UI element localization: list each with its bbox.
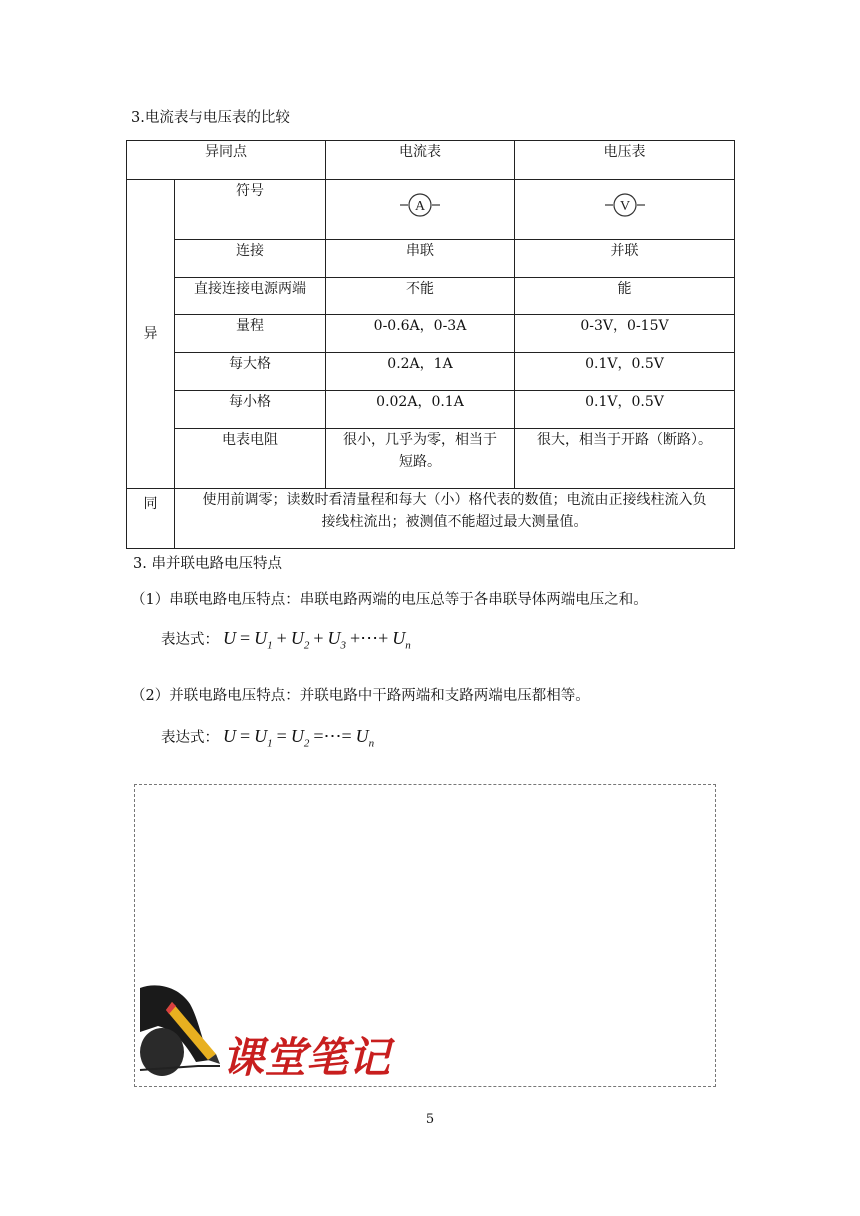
table-row	[127, 240, 735, 278]
voltmeter-minor-division: 0.1V，0.5V	[515, 391, 735, 429]
table-row	[127, 180, 735, 240]
table-row	[127, 278, 735, 315]
section-title: 3.电流表与电压表的比较	[131, 110, 290, 126]
svg-text:课堂笔记: 课堂笔记	[222, 1033, 391, 1080]
ammeter-range: 0-0.6A，0-3A	[326, 315, 515, 353]
diff-label: 异	[127, 180, 175, 489]
same-description-line2: 接线柱流出；被测值不能超过最大测量值。	[321, 514, 588, 530]
ammeter-resistance-line2: 短路。	[399, 454, 441, 470]
voltmeter-direct-connect: 能	[515, 278, 735, 315]
table-row	[127, 353, 735, 391]
table-row	[127, 429, 735, 489]
ammeter-resistance	[326, 429, 515, 489]
ammeter-connection: 串联	[326, 240, 515, 278]
series-voltage-formula: $U = U_1 + U_2 + U_3$ +⋯+ $U_n$	[223, 628, 411, 652]
ammeter-major-division: 0.2A，1A	[326, 353, 515, 391]
ammeter-symbol-cell	[326, 180, 515, 240]
header-ammeter: 电流表	[326, 141, 515, 180]
row-label-minor-division: 每小格	[175, 391, 326, 429]
series-voltage-text: （1）串联电路电压特点：串联电路两端的电压总等于各串联导体两端电压之和。	[131, 592, 648, 608]
voltmeter-resistance: 很大，相当于开路（断路）。	[515, 429, 735, 489]
header-similarities: 异同点	[127, 141, 326, 180]
voltmeter-major-division: 0.1V，0.5V	[515, 353, 735, 391]
row-label-connection: 连接	[175, 240, 326, 278]
table-row-same	[127, 489, 735, 549]
voltmeter-symbol-cell	[515, 180, 735, 240]
series-formula-label: 表达式：	[161, 632, 219, 648]
row-label-resistance: 电表电阻	[175, 429, 326, 489]
same-label: 同	[127, 489, 175, 549]
ammeter-symbol-icon	[400, 192, 440, 218]
ammeter-minor-division: 0.02A，0.1A	[326, 391, 515, 429]
notes-logo	[138, 980, 413, 1080]
ammeter-direct-connect: 不能	[326, 278, 515, 315]
table-header-row	[127, 141, 735, 180]
page-number: 5	[425, 1112, 435, 1127]
table-row	[127, 315, 735, 353]
series-formula-row	[161, 628, 411, 652]
voltmeter-range: 0-3V，0-15V	[515, 315, 735, 353]
parallel-voltage-text: （2）并联电路电压特点：并联电路中干路两端和支路两端电压都相等。	[131, 688, 590, 704]
row-label-direct-connect: 直接连接电源两端	[175, 278, 326, 315]
parallel-formula-label: 表达式：	[161, 730, 219, 746]
comparison-table	[126, 140, 735, 549]
row-label-major-division: 每大格	[175, 353, 326, 391]
row-label-symbol: 符号	[175, 180, 326, 240]
header-voltmeter: 电压表	[515, 141, 735, 180]
voltmeter-connection: 并联	[515, 240, 735, 278]
voltmeter-symbol-icon	[605, 192, 645, 218]
section3-title: 3. 串并联电路电压特点	[133, 556, 282, 572]
same-description	[175, 489, 735, 549]
svg-text:A: A	[414, 199, 426, 214]
parallel-formula-row	[161, 726, 374, 750]
same-description-line1: 使用前调零；读数时看清量程和每大（小）格代表的数值；电流由正接线柱流入负	[202, 492, 707, 508]
svg-text:V: V	[619, 199, 630, 214]
table-row	[127, 391, 735, 429]
row-label-range: 量程	[175, 315, 326, 353]
ammeter-resistance-line1: 很小，几乎为零，相当于	[343, 432, 497, 448]
parallel-voltage-formula: $U = U_1 = U_2$ =⋯= $U_n$	[223, 726, 375, 750]
